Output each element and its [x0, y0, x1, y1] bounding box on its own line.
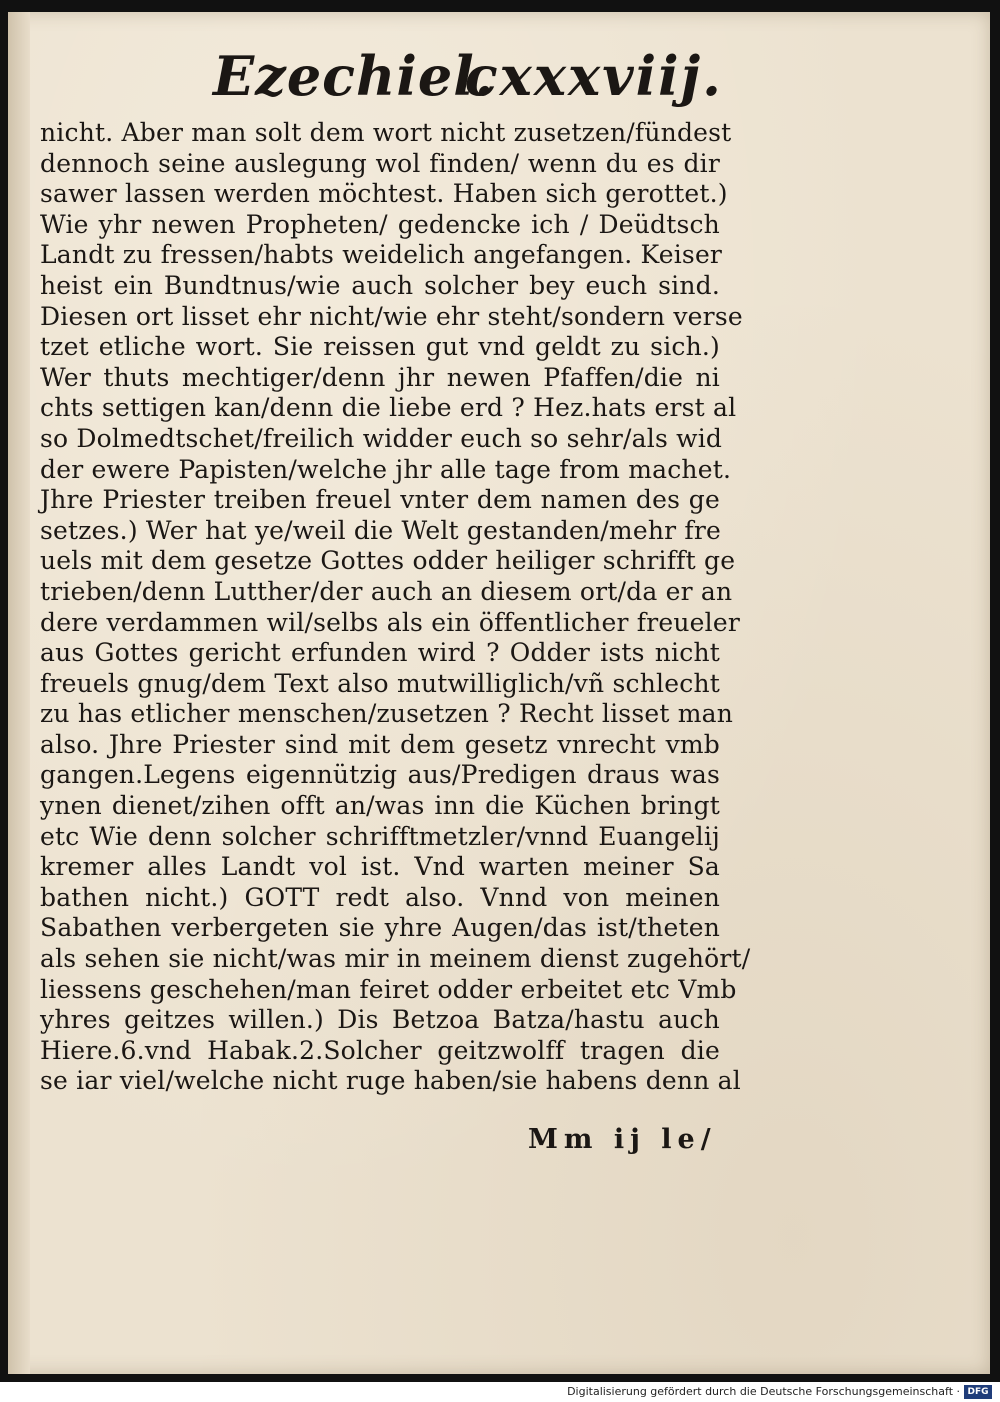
folio-number: cxxxviij. [464, 44, 723, 108]
text-line: etc Wie denn solcher schrifftmetzler/vnnd Euangelij [40, 821, 720, 851]
text-line: freuels gnug/dem Text also mutwilliglich/vñ schlecht [40, 668, 720, 698]
dfg-logo[interactable]: DFG [964, 1385, 992, 1399]
text-line: liessens geschehen/man feiret odder erbeitet etc Vmb [40, 974, 737, 1004]
text-line: Wie yhr newen Propheten/ gedencke ich / Deüdtsch [40, 209, 720, 239]
text-line: gangen.Legens eigennützig aus/Predigen draus was [40, 760, 720, 790]
text-line: setzes.) Wer hat ye/weil die Welt gestanden/mehr fre [40, 515, 722, 545]
text-line: kremer alles Landt vol ist. Vnd warten meiner Sa [40, 852, 720, 882]
text-line: Wer thuts mechtiger/denn jhr newen Pfaffen/die ni [40, 362, 720, 392]
text-line: als sehen sie nicht/was mir in meinem dienst zugehört/ [40, 944, 751, 974]
page-gutter-edge [8, 12, 30, 1374]
text-line: Landt zu fressen/habts weidelich angefangen. Keiser [40, 240, 723, 270]
body-text [40, 118, 751, 1097]
text-line: so Dolmedtschet/freilich widder euch so sehr/als wid [40, 423, 723, 453]
text-line: dennoch seine auslegung wol finden/ wenn du es dir [40, 148, 720, 178]
footer-bar [0, 1382, 1000, 1402]
text-line: trieben/denn Lutther/der auch an diesem ort/da er an [40, 576, 733, 606]
text-line: tzet etliche wort. Sie reissen gut vnd geldt zu sich.) [40, 332, 720, 362]
running-title: Ezechiel. [213, 44, 495, 108]
text-line: nicht. Aber man solt dem wort nicht zusetzen/fündest [40, 118, 732, 147]
text-line: Jhre Priester treiben freuel vnter dem namen des ge [40, 485, 720, 515]
book-page [8, 12, 990, 1374]
text-line: aus Gottes gericht erfunden wird ? Odder ists nicht [40, 638, 720, 668]
text-line: bathen nicht.) GOTT redt also. Vnnd von meinen [40, 882, 720, 912]
funding-credit: Digitalisierung gefördert durch die Deutsche Forschungsgemeinschaft · [567, 1385, 960, 1398]
text-line: yhres geitzes willen.) Dis Betzoa Batza/hastu auch [40, 1005, 720, 1035]
text-line: uels mit dem gesetze Gottes odder heiliger schrifft ge [40, 546, 736, 576]
text-line: se iar viel/welche nicht ruge haben/sie habens denn al [40, 1066, 741, 1096]
text-line: dere verdammen wil/selbs als ein öffentlicher freueler [40, 607, 740, 637]
text-line: ynen dienet/zihen offt an/was inn die Küchen bringt [40, 791, 720, 821]
text-line: Diesen ort lisset ehr nicht/wie ehr steht/sondern verse [40, 301, 743, 331]
text-line: also. Jhre Priester sind mit dem gesetz vnrecht vmb [40, 729, 720, 759]
page-header [213, 44, 723, 116]
text-line: heist ein Bundtnus/wie auch solcher bey euch sind. [40, 270, 720, 300]
text-line: der ewere Papisten/welche jhr alle tage from machet. [40, 454, 732, 484]
text-line: Sabathen verbergeten sie yhre Augen/das ist/theten [40, 913, 720, 943]
signature-mark: Mm ij le/ [528, 1124, 717, 1155]
text-line: chts settigen kan/denn die liebe erd ? Hez.hats erst al [40, 393, 737, 423]
text-line: Hiere.6.vnd Habak.2.Solcher geitzwolff tragen die [40, 1035, 720, 1065]
text-line: zu has etlicher menschen/zusetzen ? Recht lisset man [40, 699, 734, 729]
text-line: sawer lassen werden möchtest. Haben sich gerottet.) [40, 179, 728, 209]
